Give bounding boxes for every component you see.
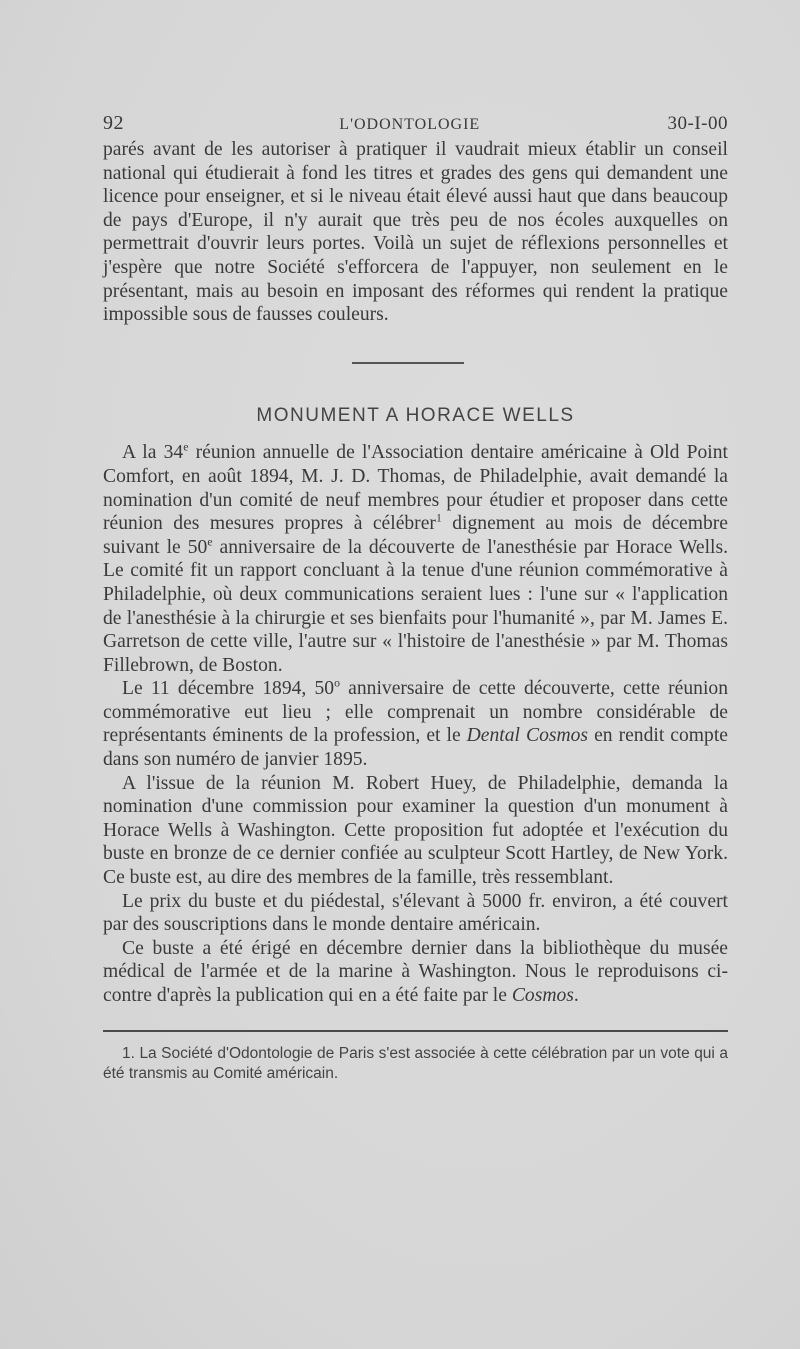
cosmos-italic: Cosmos [511,985,574,1006]
p1-ordinal-sup: e [183,440,189,454]
p1-ordinal-sup-2: e [207,535,213,549]
footnote-marker: 1. [122,1044,135,1062]
p1-text-a: A la 34 [122,442,184,464]
p2-text-c: en rendit compte dans son numéro de janvier 1895. [103,725,728,771]
p5-text-a: Ce buste a été érigé en décembre dernier dans la bibliothèque du musée médical de l'armée et de la marine à Washington. Nous le reproduisons ci-contre d'après la publication qui en a été faite par le [103,937,728,1006]
continuation-paragraph: parés avant de les autoriser à pratiquer il vaudrait mieux établir un conseil national qui étudierait à fond les titres et grades des gens qui demandent une licence pour enseigner, et si le niveau était élevé aussi haut que dans beaucoup de pays d'Europe, il n'y aurait que très peu de nos écoles auxquelles on permettrait d'ouvrir leurs portes. Voilà un sujet de réflexions personnelles et j'espère que notre Société s'efforcera de l'appuyer, non seulement en le présentant, mais au besoin en imposant des réformes qui rendent la pratique impossible sous de fausses couleurs. [103,139,728,326]
p1-text-d: anniversaire de la découverte de l'anesthésie par Horace Wells. Le comité fit un rapport concluant à la tenue d'une réunion commémorative à Philadelphie, où deux communications seraient lues : l'une sur « l'application de l'anesthésie à la chirurgie et ses bienfaits pour l'humanité », par M. James E. Garretson de cette ville, l'autre sur « l'histoire de l'anesthésie » par M. Thomas Fillebrown, de Boston. [103,536,728,676]
article-paragraph-4: Le prix du buste et du piédestal, s'élevant à 5000 fr. environ, a été couvert par des souscriptions dans le monde dentaire américain. [103,890,728,936]
issue-date: 30-I-00 [667,113,728,134]
section-divider [352,362,464,364]
document-page [103,112,728,1084]
footnote-reference[interactable]: 1 [435,511,442,525]
body-text [103,138,728,1008]
footnote [103,1044,728,1084]
footnote-text: La Société d'Odontologie de Paris s'est associée à cette célébration par un vote qui a été transmis au Comité américain. [103,1044,728,1082]
running-title: L'ODONTOLOGIE [339,116,481,133]
article-paragraph-5 [103,937,728,1008]
p1-text-c: dignement au mois de décembre suivant le 50 [103,513,728,558]
journal-title-italic: Dental Cosmos [466,725,589,747]
article-paragraph-3: A l'issue de la réunion M. Robert Huey, de Philadelphie, demanda la nomination d'une commission pour examiner la question d'un monument à Horace Wells à Washington. Cette proposition fut adoptée et l'exécution du buste en bronze de ce dernier confiée au sculpteur Scott Hartley, de New York. Ce buste est, au dire des membres de la famille, très ressemblant. [103,772,728,889]
p5-text-b: . [573,985,579,1006]
article-paragraph-1 [103,441,728,677]
p2-ordinal-sup: o [334,676,340,690]
p1-text-b: réunion annuelle de l'Association dentaire américaine à Old Point Comfort, en août 1894, M. J. D. Thomas, de Philadelphie, avait demandé la nomination d'un comité de neuf membres pour étudier et proposer dans cette réunion des mesures propres à célébrer [103,442,728,535]
p2-text-a: Le 11 décembre 1894, 50 [122,678,335,700]
p2-text-b: anniversaire de cette découverte, cette réunion commémorative eut lieu ; elle comprenait un nombre considérable de représentants éminents de la profession, et le [103,678,728,747]
article-paragraph-2 [103,677,728,771]
running-header [103,112,728,138]
page-number: 92 [103,112,124,134]
article-title: MONUMENT A HORACE WELLS [256,404,575,426]
footnote-divider [103,1030,728,1032]
